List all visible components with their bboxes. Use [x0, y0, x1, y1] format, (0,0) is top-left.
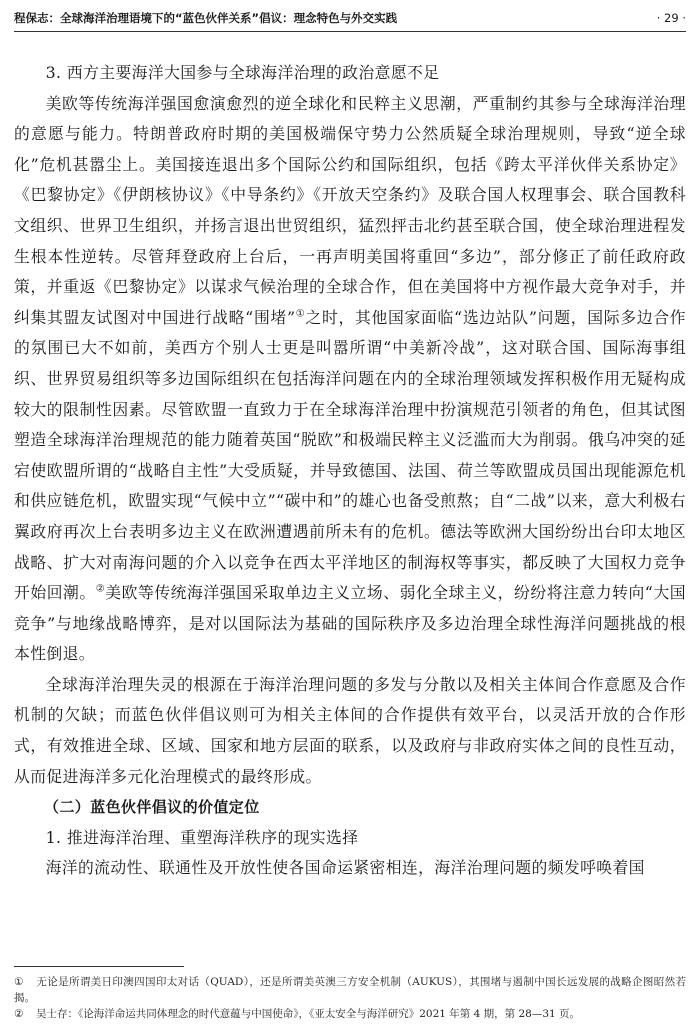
- running-header: [14, 6, 686, 30]
- footnote-1: [14, 974, 686, 1006]
- footnote-2: [14, 1006, 686, 1022]
- footnote-2-mark: ②: [14, 1008, 24, 1020]
- footnote-ref-2[interactable]: ②: [95, 583, 106, 595]
- header-rule: [14, 31, 686, 32]
- paragraph-3: 海洋的流动性、联通性及开放性使各国命运紧密相连，海洋治理问题的频发呼唤着国: [45, 858, 645, 878]
- footnote-rule: [14, 966, 184, 967]
- subsection-heading-3: 3. 西方主要海洋大国参与全球海洋治理的政治意愿不足: [45, 63, 440, 82]
- paragraph-1: [14, 89, 686, 670]
- footnote-1-mark: ①: [14, 976, 24, 988]
- section-heading: （二）蓝色伙伴倡议的价值定位: [44, 798, 260, 817]
- running-title: 程保志：全球海洋治理语境下的“蓝色伙伴关系”倡议：理念特色与外交实践: [14, 11, 398, 25]
- footnote-1-text: 无论是所谓美日印澳四国印太对话（QUAD），还是所谓美英澳三方安全机制（AUKUS），其围堵与遏制中国长远发展的战略企图昭然若揭。: [14, 976, 686, 1004]
- subsection-heading-1: 1. 推进海洋治理、重塑海洋秩序的现实选择: [45, 827, 359, 847]
- paragraph-2: 全球海洋治理失灵的根源在于海洋治理问题的多发与分散以及相关主体间合作意愿及合作机制的欠缺；而蓝色伙伴倡议则可为相关主体间的合作提供有效平台，以灵活开放的合作形式，有效推进全球、区域、国家和地方层面的联系，以及政府与非政府实体之间的良性互动，从而促进海洋多元化治理模式的最终形成。: [14, 674, 686, 786]
- page-number: · 29 ·: [656, 11, 686, 25]
- paragraph-1-part-1: 美欧等传统海洋强国愈演愈烈的逆全球化和民粹主义思潮，严重制约其参与全球海洋治理的意愿与能力。特朗普政府时期的美国极端保守势力公然质疑全球治理规则，导致“逆全球化”危机甚嚣尘上。美国接连退出多个国际公约和国际组织，包括《跨太平洋伙伴关系协定》《巴黎协定》《伊朗核协议》《中导条约》《开放天空条约》及联合国人权理事会、联合国教科文组织、世界卫生组织，并扬言退出世贸组织，猛烈抨击北约甚至联合国，使全球治理进程发生根本性逆转。尽管拜登政府上台后，一再声明美国将重回“多边”，部分修正了前任政府政策，并重返《巴黎协定》以谋求气候治理的全球合作，但在美国将中方视作最大竞争对手，并纠集其盟友试图对中国进行战略“围堵”: [14, 93, 686, 327]
- paragraph-1-part-2: 之时，其他国家面临“选边站队”问题，国际多边合作的氛围已大不如前，美西方个别人士更是叫嚣所谓“中美新冷战”，这对联合国、国际海事组织、世界贸易组织等多边国际组织在包括海洋问题在内的全球治理领域发挥积极作用无疑构成较大的限制性因素。尽管欧盟一直致力于在全球海洋治理中扮演规范引领者的角色，但其试图塑造全球海洋治理规范的能力随着英国“脱欧”和极端民粹主义泛滥而大为削弱。俄乌冲突的延宕使欧盟所谓的“战略自主性”大受质疑，并导致德国、法国、荷兰等欧盟成员国出现能源危机和供应链危机，欧盟实现“气候中立”“碳中和”的雄心也备受煎熬；自“二战”以来，意大利极右翼政府再次上台表明多边主义在欧洲遭遇前所未有的危机。德法等欧洲大国纷纷出台印太地区战略、扩大对南海问题的介入以竞争在西太平洋地区的制海权等事实，都反映了大国权力竞争开始回潮。: [14, 307, 686, 603]
- paragraph-1-part-3: 美欧等传统海洋强国采取单边主义立场、弱化全球主义，纷纷将注意力转向“大国竞争”与地缘战略博弈，是对以国际法为基础的国际秩序及多边治理全球性海洋问题挑战的根本性倒退。: [14, 583, 686, 664]
- footnote-ref-1[interactable]: ①: [295, 308, 306, 320]
- footnote-2-text: 吴士存：《论海洋命运共同体理念的时代意蕴与中国使命》，《亚太安全与海洋研究》2021 年第 4 期，第 28—31 页。: [36, 1008, 581, 1020]
- article-body: [14, 58, 686, 884]
- footnotes: [14, 974, 686, 1022]
